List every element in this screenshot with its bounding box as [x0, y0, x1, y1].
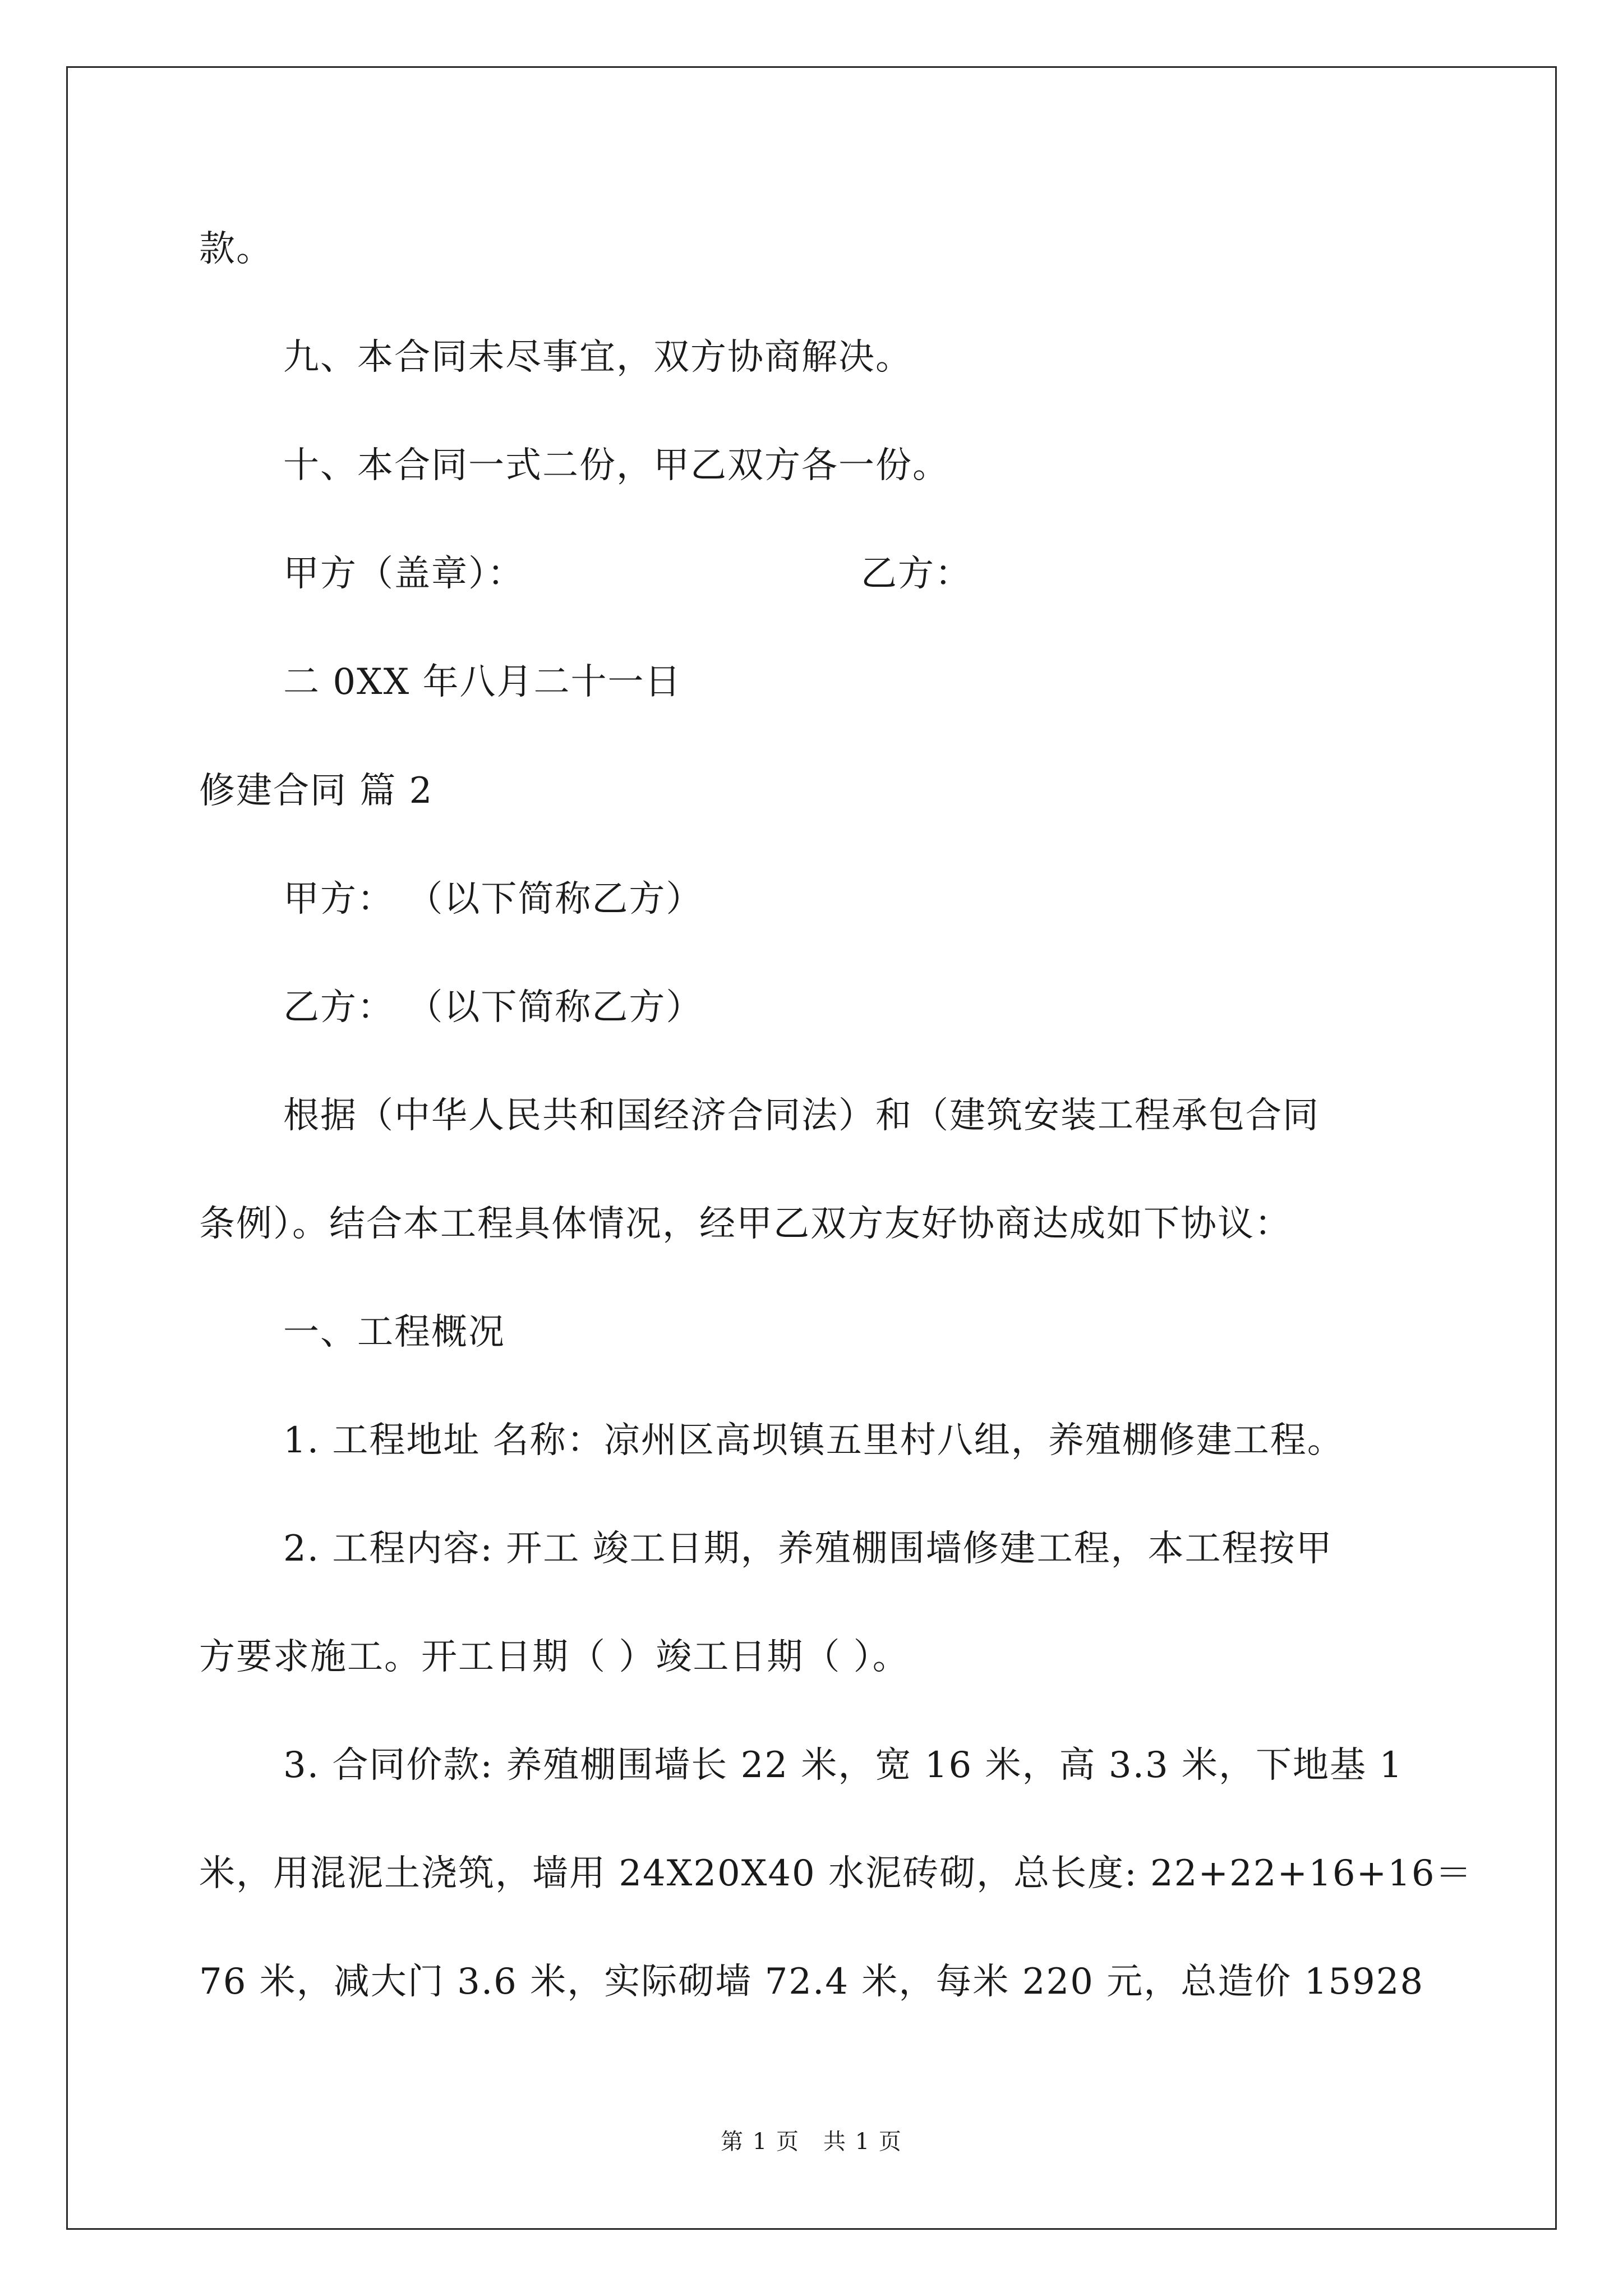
clause-nine: 九、本合同未尽事宜，双方协商解决。 — [283, 337, 912, 378]
item-project-address: 1. 工程地址 名称：凉州区高坝镇五里村八组，养殖棚修建工程。 — [283, 1420, 1344, 1461]
item-contract-price-line-2: 米，用混泥土浇筑，墙用 24X20X40 水泥砖砌，总长度: 22+22+16+16＝ — [199, 1853, 1473, 1894]
page-footer: 第 1 页 共 1 页 — [721, 2129, 902, 2155]
item-project-content-line-1: 2. 工程内容: 开工 竣工日期，养殖棚围墙修建工程，本工程按甲 — [283, 1528, 1333, 1570]
item-contract-price-line-1: 3. 合同价款: 养殖棚围墙长 22 米，宽 16 米，高 3.3 米，下地基 1 — [283, 1745, 1404, 1786]
item-contract-price-line-3: 76 米，减大门 3.6 米，实际砌墙 72.4 米，每米 220 元，总造价 15928 — [199, 1961, 1424, 2003]
party-b-line: 乙方： （以下简称乙方） — [283, 987, 703, 1028]
subheading-project-overview: 一、工程概况 — [283, 1312, 505, 1353]
preamble-line-1: 根据（中华人民共和国经济合同法）和（建筑安装工程承包合同 — [283, 1095, 1320, 1137]
party-a-line: 甲方： （以下简称乙方） — [283, 878, 703, 920]
party-a-signature-label: 甲方（盖章）： — [283, 553, 524, 595]
paragraph-continuation: 款。 — [199, 228, 273, 270]
party-b-signature-label: 乙方： — [861, 553, 972, 595]
signing-date: 二 0XX 年八月二十一日 — [283, 661, 682, 703]
clause-ten: 十、本合同一式二份，甲乙双方各一份。 — [283, 445, 949, 486]
section-heading: 修建合同 篇 2 — [199, 770, 434, 812]
preamble-line-2: 条例）。结合本工程具体情况，经甲乙双方友好协商达成如下协议： — [199, 1203, 1292, 1245]
page-border — [66, 66, 1557, 2230]
item-project-content-line-2: 方要求施工。开工日期（ ）竣工日期（ ）。 — [199, 1636, 910, 1678]
